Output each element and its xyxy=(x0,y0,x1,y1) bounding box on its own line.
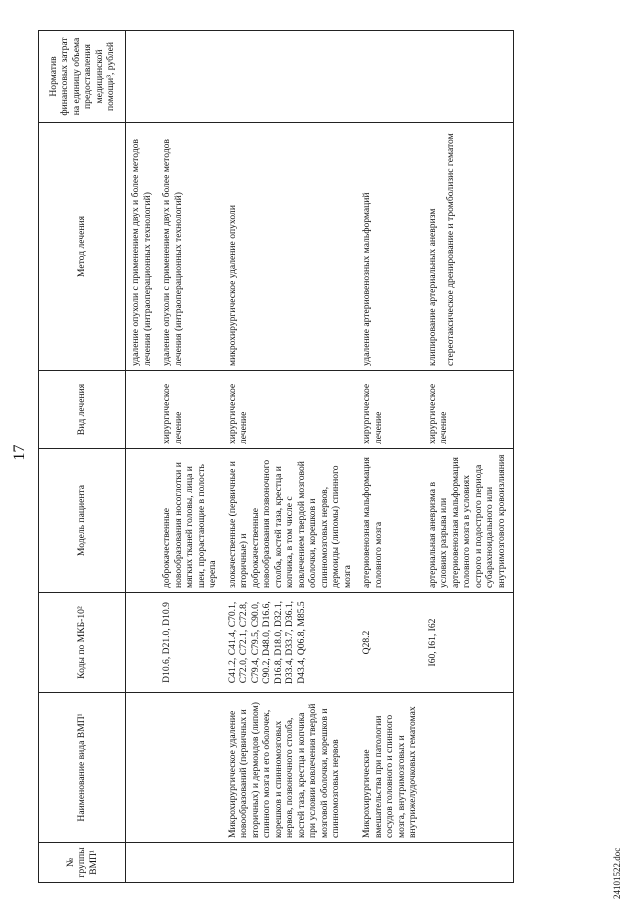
page-number: 17 xyxy=(11,444,28,461)
header-patient-model: Модель пациента xyxy=(39,449,126,593)
table-row xyxy=(225,31,360,883)
table-row xyxy=(159,31,225,883)
table-row xyxy=(359,31,425,883)
cell-patient-model: артериальная аневризма в условиях разрыва или артериовенозная мальформация головного мозга в условиях острого и подострого периода субарахноидального или внутримозгового кровоизлияния xyxy=(425,449,514,593)
cell-icd-codes: C41.2, C41.4, C70.1, C72.0, C72.1, C72.8, C79.4, C79.5, C90.0, C90.2, D48.0, D16.6, D16.8, D18.0, D32.1, D33.4, D33.7, D36.1, D43.4, Q06.8, M85.5 xyxy=(225,593,360,693)
table-row xyxy=(425,31,514,883)
cell-patient-model: доброкачественные новообразования носоглотки и мягких тканей головы, лица и шеи, прорастающие в полость черепа xyxy=(159,449,225,593)
header-vmp-name: Наименование вида ВМП¹ xyxy=(39,693,126,843)
cell-group-number xyxy=(359,843,425,883)
cell-cost-norm xyxy=(225,31,360,123)
cell-treatment-method xyxy=(159,123,225,371)
cell-treatment-kind: хирургическое лечение xyxy=(359,371,425,449)
cell-icd-codes: D10.6, D21.0, D10.9 xyxy=(159,593,225,693)
header-treatment-kind: Вид лечения xyxy=(39,371,126,449)
cell-patient-model: злокачественные (первичные и вторичные) и доброкачественные новообразования позвоночного столба, костей таза, крестца и копчика, в том числе с вовлечением твердой мозговой оболочки, корешков и спинномозговых нервов, дермоиды (липомы) спинного мозга xyxy=(225,449,360,593)
cell-treatment-kind: хирургическое лечение xyxy=(425,371,514,449)
table-row xyxy=(126,31,160,883)
header-icd-codes: Коды по МКБ-10² xyxy=(39,593,126,693)
cell-icd-codes: Q28.2 xyxy=(359,593,425,693)
cell-treatment-method xyxy=(425,123,514,371)
header-group-number: № группы ВМП¹ xyxy=(39,843,126,883)
cell-treatment-kind: хирургическое лечение xyxy=(159,371,225,449)
cell-cost-norm xyxy=(159,31,225,123)
treatment-method-item: стереотаксическое дренирование и тромболизис гематом xyxy=(445,133,456,366)
cell-treatment-method xyxy=(225,123,360,371)
cell-group-number xyxy=(225,843,360,883)
cell-group-number xyxy=(126,843,160,883)
cell-treatment-kind xyxy=(126,371,160,449)
vmp-table xyxy=(38,30,514,883)
cell-vmp-name xyxy=(425,693,514,843)
treatment-method-item: микрохирургическое удаление опухоли xyxy=(226,205,238,366)
cell-vmp-name xyxy=(159,693,225,843)
cell-group-number xyxy=(159,843,225,883)
header-cost-norm: Норматив финансовых затрат на единицу объема предоставления медицинской помощи³, рублей xyxy=(39,31,126,123)
cell-treatment-kind: хирургическое лечение xyxy=(225,371,360,449)
treatment-method-item: удаление опухоли с применением двух и более методов лечения (интраоперационных технологий) xyxy=(130,139,153,366)
cell-cost-norm xyxy=(359,31,425,123)
cell-vmp-name: Микрохирургическое удаление новообразований (первичных и вторичных) и дермоидов (липом) спинного мозга и его оболочек, корешков и спинномозговых нервов, позвоночного столба, костей таза, крестца и копчика при условии вовлечения твердой мозговой оболочки, корешков и спинномозговых нервов xyxy=(225,693,360,843)
cell-vmp-name xyxy=(126,693,160,843)
treatment-method-item: клипирование артериальных аневризм xyxy=(426,208,438,366)
table-body xyxy=(126,31,514,883)
cell-cost-norm xyxy=(126,31,160,123)
cell-patient-model: артериовенозная мальформация головного мозга xyxy=(359,449,425,593)
treatment-method-item: удаление артериовенозных мальформаций xyxy=(361,192,372,366)
header-treatment-method: Метод лечения xyxy=(39,123,126,371)
cell-patient-model xyxy=(126,449,160,593)
cell-treatment-method xyxy=(359,123,425,371)
cell-cost-norm xyxy=(425,31,514,123)
cell-group-number xyxy=(425,843,514,883)
document-code: 24101522.doc xyxy=(612,847,622,899)
cell-icd-codes xyxy=(126,593,160,693)
treatment-method-item: удаление опухоли с применением двух и более методов лечения (интраоперационных технологий) xyxy=(161,139,184,366)
cell-icd-codes: I60, I61, I62 xyxy=(425,593,514,693)
cell-vmp-name: Микрохирургические вмешательства при патологии сосудов головного и спинного мозга, внутримозговых и внутрижелудочковых гематомах xyxy=(359,693,425,843)
table-header-row xyxy=(39,31,126,883)
cell-treatment-method xyxy=(126,123,160,371)
